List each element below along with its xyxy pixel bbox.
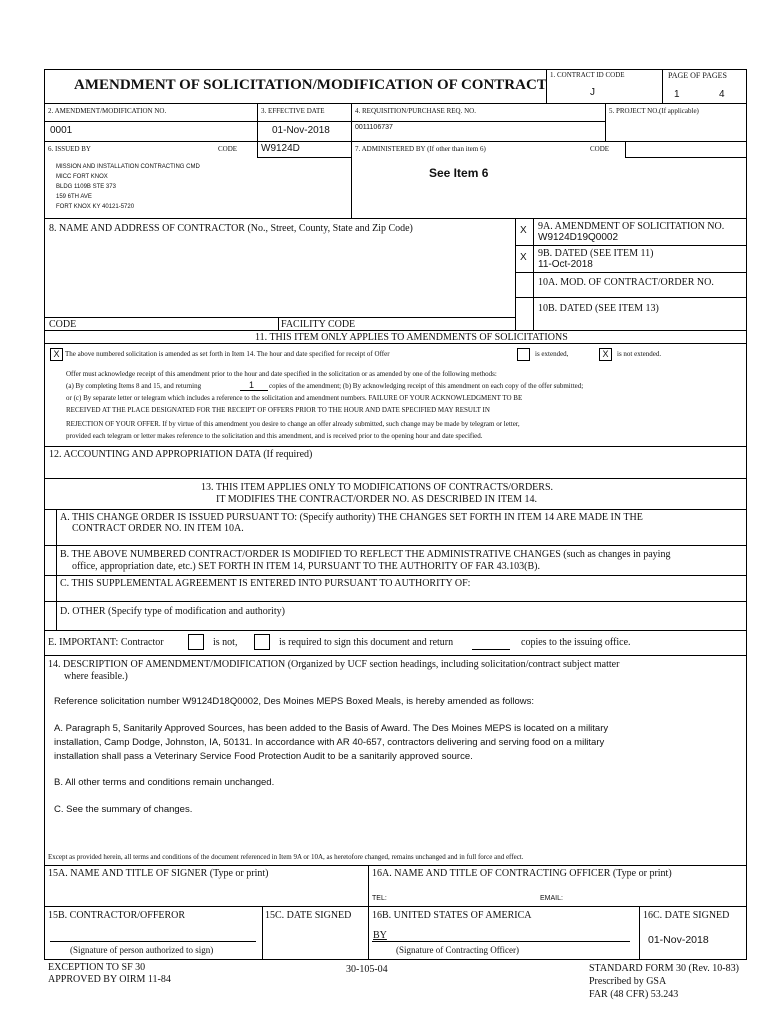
copies-to-office-label: copies to the issuing office. [521, 637, 631, 648]
administered-by-label: 7. ADMINISTERED BY (If other than item 6) [355, 145, 486, 153]
contracting-officer-label: 16A. NAME AND TITLE OF CONTRACTING OFFICER (Type or print) [372, 868, 672, 879]
is-not-label: is not, [213, 637, 238, 648]
address-line: FORT KNOX KY 40121-5720 [56, 204, 135, 210]
officer-signature-caption: (Signature of Contracting Officer) [396, 945, 520, 955]
is-extended-label: is extended, [535, 350, 569, 358]
requisition-value: 0011106737 [355, 124, 393, 131]
item-11-title: 11. THIS ITEM ONLY APPLIES TO AMENDMENTS OF SOLICITATIONS [255, 332, 568, 343]
solicitation-amended-checkbox[interactable]: X [50, 348, 63, 361]
tel-label: TEL: [372, 895, 387, 902]
standard-form-label: STANDARD FORM 30 (Rev. 10-83) [589, 963, 739, 974]
address-line: MISSION AND INSTALLATION CONTRACTING CMD [56, 164, 200, 170]
item-9b-check[interactable]: X [520, 252, 527, 263]
instruction-line: copies of the amendment; (b) By acknowledging receipt of this amendment on each copy of the offer submitted; [269, 382, 584, 390]
signer-name-label: 15A. NAME AND TITLE OF SIGNER (Type or print) [48, 868, 269, 879]
effective-date-label: 3. EFFECTIVE DATE [261, 107, 325, 115]
administered-by-value: See Item 6 [429, 166, 489, 180]
approval-note: APPROVED BY OIRM 11-84 [48, 974, 171, 985]
instruction-line: Offer must acknowledge receipt of this amendment prior to the hour and date specified in the solicitation or as amended by one of the following methods: [66, 370, 497, 378]
effective-date-value: 01-Nov-2018 [272, 125, 330, 136]
contractor-offeror-label: 15B. CONTRACTOR/OFFEROR [48, 910, 186, 921]
by-label: BY [373, 930, 387, 941]
item-13b-line-2: office, appropriation date, etc.) SET FORTH IN ITEM 14, PURSUANT TO THE AUTHORITY OF FAR 43.103(B). [72, 561, 540, 572]
instruction-line: REJECTION OF YOUR OFFER. If by virtue of this amendment you desire to change an offer already submitted, such change may be made by telegram or letter, [66, 420, 520, 428]
requisition-label: 4. REQUISITION/PURCHASE REQ. NO. [355, 107, 476, 115]
is-extended-checkbox[interactable] [517, 348, 530, 361]
page-of-pages-label: PAGE OF PAGES [668, 71, 727, 80]
item-11-statement: The above numbered solicitation is amended as set forth in Item 14. The hour and date specified for receipt of Offer [65, 350, 390, 358]
address-line: 159 6TH AVE [56, 194, 92, 200]
issued-by-code-label: CODE [218, 145, 238, 153]
contractor-signature-caption: (Signature of person authorized to sign) [70, 945, 214, 955]
is-not-extended-checkbox[interactable]: X [599, 348, 612, 361]
item-10b-label: 10B. DATED (SEE ITEM 13) [538, 303, 659, 314]
form-title: AMENDMENT OF SOLICITATION/MODIFICATION OF CONTRACT [74, 77, 547, 93]
is-not-extended-label: is not extended. [617, 350, 662, 358]
far-reference-label: FAR (48 CFR) 53.243 [589, 989, 679, 1000]
project-no-label: 5. PROJECT NO.(If applicable) [609, 107, 699, 115]
contractor-signature-field[interactable] [50, 920, 256, 940]
is-required-checkbox[interactable] [254, 634, 270, 650]
email-label: EMAIL: [540, 895, 563, 902]
contractor-code-label: CODE [49, 319, 77, 330]
paragraph-a-line: installation shall pass a Veterinary Service Food Protection Audit to be a sanitarily approved source. [54, 751, 473, 762]
exception-note: EXCEPTION TO SF 30 [48, 962, 146, 973]
is-not-checkbox[interactable] [188, 634, 204, 650]
facility-code-label: FACILITY CODE [281, 319, 356, 330]
description-label-1: 14. DESCRIPTION OF AMENDMENT/MODIFICATION (Organized by UCF section headings, including solicitation/contract subject matter [48, 659, 620, 670]
item-9a-check[interactable]: X [520, 225, 527, 236]
is-required-label: is required to sign this document and return [279, 637, 454, 648]
date-signed-16c-label: 16C. DATE SIGNED [643, 910, 730, 921]
solicitation-no-value: W9124D19Q0002 [538, 232, 619, 243]
administered-code-label: CODE [590, 145, 610, 153]
accounting-data-label: 12. ACCOUNTING AND APPROPRIATION DATA (If required) [49, 449, 313, 460]
address-line: MICC FORT KNOX [56, 174, 108, 180]
terms-unchanged-note: Except as provided herein, all terms and conditions of the document referenced in Item 9A or 10A, as heretofore changed, remains unchanged and in full force and effect. [48, 853, 524, 861]
contractor-address-label: 8. NAME AND ADDRESS OF CONTRACTOR (No., Street, County, State and Zip Code) [49, 223, 413, 234]
amendment-no-value: 0001 [50, 125, 73, 136]
page-number: 1 [674, 89, 680, 100]
item-13-title-2: IT MODIFIES THE CONTRACT/ORDER NO. AS DESCRIBED IN ITEM 14. [216, 494, 538, 505]
copies-returned-value: 1 [249, 380, 255, 390]
item-13d-line: D. OTHER (Specify type of modification and authority) [60, 606, 285, 617]
item-13a-line-2: CONTRACT ORDER NO. IN ITEM 10A. [72, 523, 244, 534]
instruction-line: RECEIVED AT THE PLACE DESIGNATED FOR THE RECEIPT OF OFFERS PRIOR TO THE HOUR AND DATE SPECIFIED MAY RESULT IN [66, 406, 490, 414]
description-label-2: where feasible.) [64, 671, 128, 682]
issued-by-label: 6. ISSUED BY [48, 145, 91, 153]
item-10a-label: 10A. MOD. OF CONTRACT/ORDER NO. [538, 277, 714, 288]
paragraph-a-line: A. Paragraph 5, Sanitarily Approved Sources, has been added to the Basis of Award. The Des Moines MEPS is located on a military [54, 723, 609, 734]
page-total: 4 [719, 89, 725, 100]
address-line: BLDG 1109B STE 373 [56, 184, 116, 190]
paragraph-b: B. All other terms and conditions remain unchanged. [54, 777, 275, 788]
date-signed-15c-label: 15C. DATE SIGNED [265, 910, 352, 921]
important-label: E. IMPORTANT: Contractor [48, 637, 164, 648]
prescribed-by-label: Prescribed by GSA [589, 976, 667, 987]
dated-value: 11-Oct-2018 [538, 259, 593, 270]
united-states-label: 16B. UNITED STATES OF AMERICA [372, 910, 532, 921]
item-9a-label: 9A. AMENDMENT OF SOLICITATION NO. [538, 221, 725, 232]
amendment-no-label: 2. AMENDMENT/MODIFICATION NO. [48, 107, 167, 115]
instruction-line: provided each telegram or letter makes reference to the solicitation and this amendment, and is received prior to the opening hour and date specified. [66, 432, 483, 440]
item-13a-line-1: A. THIS CHANGE ORDER IS ISSUED PURSUANT TO: (Specify authority) THE CHANGES SET FORTH IN ITEM 14 ARE MADE IN THE [60, 512, 643, 523]
item-13b-line-1: B. THE ABOVE NUMBERED CONTRACT/ORDER IS MODIFIED TO REFLECT THE ADMINISTRATIVE CHANGES (such as changes in paying [60, 549, 671, 560]
contract-id-code-label: 1. CONTRACT ID CODE [550, 71, 625, 79]
reference-text: Reference solicitation number W9124D18Q0002, Des Moines MEPS Boxed Meals, is hereby amended as follows: [54, 696, 534, 707]
item-9b-label: 9B. DATED (SEE ITEM 11) [538, 248, 654, 259]
paragraph-c: C. See the summary of changes. [54, 804, 193, 815]
issued-by-code-value: W9124D [261, 143, 300, 154]
paragraph-a-line: installation, Camp Dodge, Johnston, IA, 50131. In accordance with AR 40-657, contractors delivering and serving food on a military [54, 737, 605, 748]
date-signed-16c-value: 01-Nov-2018 [648, 934, 709, 946]
item-13-title-1: 13. THIS ITEM APPLIES ONLY TO MODIFICATIONS OF CONTRACTS/ORDERS. [201, 482, 554, 493]
form-code: 30-105-04 [346, 964, 388, 975]
contract-id-code-value: J [590, 87, 595, 98]
item-13c-line: C. THIS SUPPLEMENTAL AGREEMENT IS ENTERED INTO PURSUANT TO AUTHORITY OF: [60, 578, 471, 589]
instruction-line: or (c) By separate letter or telegram which includes a reference to the solicitation and amendment numbers. FAILURE OF YOUR ACKNOWLEDGMENT TO BE [66, 394, 523, 402]
instruction-line: (a) By completing Items 8 and 15, and returning [66, 382, 202, 390]
